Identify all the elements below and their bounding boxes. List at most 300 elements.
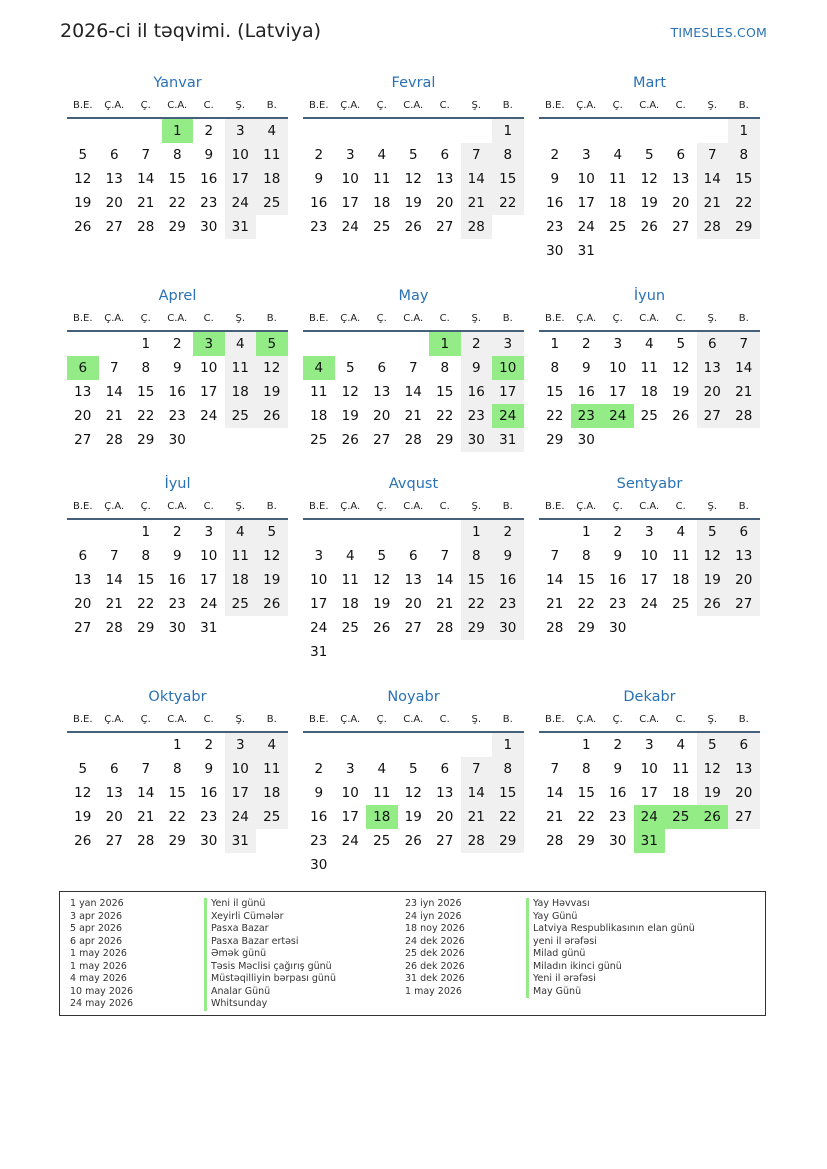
day-cell: 17 bbox=[577, 195, 595, 211]
day-cell: 27 bbox=[105, 833, 123, 849]
day-cell: 12 bbox=[404, 785, 422, 801]
empty-cell bbox=[99, 332, 131, 356]
day-cell: 10 bbox=[200, 548, 218, 564]
day-cell: 5 bbox=[697, 733, 729, 757]
month-may bbox=[303, 285, 524, 452]
day-cell: 14 bbox=[105, 384, 123, 400]
day-cell: 7 bbox=[109, 360, 119, 376]
weekday-label: B. bbox=[738, 100, 749, 111]
day-cell: 20 bbox=[697, 380, 729, 404]
day-cell: 29 bbox=[168, 219, 186, 235]
day-cell: 25 bbox=[225, 404, 257, 428]
day-cell: 9 bbox=[314, 785, 324, 801]
weekday-label: B. bbox=[266, 501, 277, 512]
day-cell: 13 bbox=[436, 785, 454, 801]
day-cell: 27 bbox=[74, 620, 92, 636]
day-cell: 9 bbox=[204, 761, 214, 777]
day-cell: 27 bbox=[436, 833, 454, 849]
weekday-label: C. bbox=[203, 714, 214, 725]
day-grid bbox=[539, 119, 760, 263]
day-cell: 7 bbox=[109, 548, 119, 564]
month-name: Noyabr bbox=[387, 689, 440, 705]
day-cell: 23 bbox=[200, 809, 218, 825]
day-cell: 21 bbox=[105, 408, 123, 424]
weekday-label: Ç.A. bbox=[576, 501, 597, 512]
day-cell: 6 bbox=[408, 548, 418, 564]
empty-cell bbox=[366, 520, 398, 544]
day-cell: 8 bbox=[581, 548, 591, 564]
day-cell: 14 bbox=[546, 572, 564, 588]
holiday-day: 4 bbox=[303, 356, 335, 380]
weekday-label: Ş. bbox=[235, 100, 246, 111]
day-cell: 16 bbox=[492, 568, 524, 592]
holiday-date: 4 may 2026 bbox=[70, 973, 127, 984]
month-sentyabr bbox=[539, 473, 760, 640]
month-mart bbox=[539, 72, 760, 263]
day-cell: 18 bbox=[373, 195, 391, 211]
day-cell: 21 bbox=[546, 809, 564, 825]
day-grid bbox=[303, 119, 524, 239]
day-cell: 23 bbox=[609, 809, 627, 825]
day-cell: 3 bbox=[613, 336, 623, 352]
holiday-day: 5 bbox=[256, 332, 288, 356]
day-cell: 26 bbox=[341, 432, 359, 448]
empty-cell bbox=[303, 332, 335, 356]
holiday-date: 23 iyn 2026 bbox=[405, 898, 462, 909]
empty-cell bbox=[366, 332, 398, 356]
day-cell: 16 bbox=[168, 384, 186, 400]
day-cell: 11 bbox=[672, 548, 690, 564]
holiday-name: Əmək günü bbox=[204, 948, 336, 961]
holiday-date: 5 apr 2026 bbox=[70, 923, 123, 934]
weekday-label: B. bbox=[502, 313, 513, 324]
holiday-date: 31 dek 2026 bbox=[405, 973, 465, 984]
day-cell: 25 bbox=[256, 191, 288, 215]
day-cell: 2 bbox=[492, 520, 524, 544]
month-oktyabr bbox=[67, 686, 288, 853]
day-cell: 10 bbox=[341, 171, 359, 187]
day-cell: 20 bbox=[105, 195, 123, 211]
day-cell: 10 bbox=[640, 548, 658, 564]
empty-cell bbox=[398, 119, 430, 143]
day-cell: 25 bbox=[373, 833, 391, 849]
day-cell: 13 bbox=[404, 572, 422, 588]
day-cell: 30 bbox=[609, 833, 627, 849]
day-cell: 18 bbox=[640, 384, 658, 400]
day-cell: 30 bbox=[546, 243, 564, 259]
day-cell: 3 bbox=[345, 761, 355, 777]
empty-cell bbox=[130, 733, 162, 757]
day-cell: 5 bbox=[408, 147, 418, 163]
day-cell: 14 bbox=[404, 384, 422, 400]
day-cell: 6 bbox=[728, 520, 760, 544]
empty-cell bbox=[67, 733, 99, 757]
day-cell: 20 bbox=[373, 408, 391, 424]
day-cell: 20 bbox=[74, 596, 92, 612]
day-cell: 15 bbox=[492, 781, 524, 805]
holiday-date: 1 yan 2026 bbox=[70, 898, 124, 909]
day-cell: 26 bbox=[404, 833, 422, 849]
day-cell: 4 bbox=[613, 147, 623, 163]
day-cell: 18 bbox=[672, 572, 690, 588]
weekday-label: C. bbox=[203, 313, 214, 324]
holiday-name: Pasxa Bazar ertəsi bbox=[204, 936, 336, 949]
holiday-date: 24 dek 2026 bbox=[405, 935, 465, 947]
day-cell: 30 bbox=[577, 432, 595, 448]
day-cell: 31 bbox=[492, 428, 524, 452]
weekday-header bbox=[67, 94, 288, 119]
day-cell: 9 bbox=[613, 548, 623, 564]
empty-cell bbox=[335, 332, 367, 356]
empty-cell bbox=[335, 733, 367, 757]
day-cell: 25 bbox=[225, 592, 257, 616]
day-cell: 10 bbox=[225, 757, 257, 781]
day-cell: 7 bbox=[141, 761, 151, 777]
day-cell: 18 bbox=[341, 596, 359, 612]
day-cell: 27 bbox=[697, 404, 729, 428]
month-i̇yun bbox=[539, 285, 760, 452]
weekday-label: C.A. bbox=[403, 714, 424, 725]
weekday-label: Ç. bbox=[376, 313, 387, 324]
day-cell: 16 bbox=[200, 171, 218, 187]
day-cell: 23 bbox=[310, 833, 328, 849]
empty-cell bbox=[99, 520, 131, 544]
day-cell: 13 bbox=[105, 171, 123, 187]
day-cell: 17 bbox=[640, 572, 658, 588]
day-cell: 31 bbox=[225, 829, 257, 853]
day-cell: 25 bbox=[256, 805, 288, 829]
weekday-label: Ç. bbox=[376, 100, 387, 111]
day-cell: 14 bbox=[697, 167, 729, 191]
day-cell: 8 bbox=[141, 360, 151, 376]
day-cell: 13 bbox=[105, 785, 123, 801]
weekday-header bbox=[303, 708, 524, 733]
day-cell: 3 bbox=[492, 332, 524, 356]
day-cell: 24 bbox=[225, 191, 257, 215]
day-cell: 20 bbox=[74, 408, 92, 424]
weekday-label: Ç. bbox=[612, 313, 623, 324]
day-cell: 1 bbox=[728, 119, 760, 143]
day-cell: 2 bbox=[204, 123, 214, 139]
day-cell: 8 bbox=[172, 761, 182, 777]
day-cell: 24 bbox=[225, 805, 257, 829]
holiday-day: 1 bbox=[429, 332, 461, 356]
day-cell: 17 bbox=[310, 596, 328, 612]
day-cell: 2 bbox=[613, 737, 623, 753]
day-cell: 22 bbox=[577, 809, 595, 825]
day-cell: 24 bbox=[200, 408, 218, 424]
day-cell: 10 bbox=[577, 171, 595, 187]
day-cell: 9 bbox=[314, 171, 324, 187]
day-cell: 20 bbox=[436, 195, 454, 211]
weekday-label: C.A. bbox=[167, 100, 188, 111]
holiday-day: 1 bbox=[162, 119, 194, 143]
day-cell: 9 bbox=[172, 548, 182, 564]
day-cell: 8 bbox=[440, 360, 450, 376]
weekday-label: C. bbox=[203, 100, 214, 111]
holiday-name: Yeni il günü bbox=[204, 898, 336, 911]
day-cell: 9 bbox=[550, 171, 560, 187]
holiday-name: Analar Günü bbox=[204, 986, 336, 999]
month-dekabr bbox=[539, 686, 760, 853]
holiday-day: 24 bbox=[602, 404, 634, 428]
day-cell: 31 bbox=[577, 243, 595, 259]
holiday-name: Pasxa Bazar bbox=[204, 923, 336, 936]
day-cell: 4 bbox=[225, 332, 257, 356]
day-cell: 16 bbox=[310, 195, 328, 211]
day-cell: 3 bbox=[345, 147, 355, 163]
weekday-label: C. bbox=[675, 100, 686, 111]
day-cell: 23 bbox=[168, 596, 186, 612]
day-cell: 8 bbox=[141, 548, 151, 564]
weekday-header bbox=[303, 307, 524, 332]
day-cell: 27 bbox=[74, 432, 92, 448]
day-cell: 11 bbox=[225, 544, 257, 568]
day-cell: 30 bbox=[200, 219, 218, 235]
weekday-label: C.A. bbox=[403, 100, 424, 111]
empty-cell bbox=[634, 119, 666, 143]
day-cell: 24 bbox=[341, 219, 359, 235]
day-cell: 19 bbox=[74, 195, 92, 211]
day-cell: 1 bbox=[550, 336, 560, 352]
day-cell: 28 bbox=[461, 829, 493, 853]
day-cell: 27 bbox=[728, 592, 760, 616]
day-grid bbox=[67, 119, 288, 239]
day-grid bbox=[539, 332, 760, 452]
day-grid bbox=[67, 332, 288, 452]
weekday-header bbox=[539, 495, 760, 520]
weekday-label: Ç.A. bbox=[340, 714, 361, 725]
brand-link[interactable]: TIMESLES.COM bbox=[670, 25, 767, 40]
weekday-label: Ş. bbox=[707, 100, 718, 111]
day-cell: 25 bbox=[672, 596, 690, 612]
day-cell: 16 bbox=[168, 572, 186, 588]
day-cell: 14 bbox=[728, 356, 760, 380]
month-aprel bbox=[67, 285, 288, 452]
day-cell: 13 bbox=[672, 171, 690, 187]
month-name: Fevral bbox=[391, 75, 436, 91]
day-cell: 27 bbox=[728, 805, 760, 829]
empty-cell bbox=[461, 733, 493, 757]
weekday-label: B.E. bbox=[72, 100, 93, 111]
empty-cell bbox=[303, 119, 335, 143]
day-cell: 31 bbox=[225, 215, 257, 239]
day-cell: 24 bbox=[577, 219, 595, 235]
day-grid bbox=[303, 733, 524, 877]
weekday-label: C. bbox=[439, 714, 450, 725]
month-fevral bbox=[303, 72, 524, 239]
weekday-label: C. bbox=[675, 313, 686, 324]
day-cell: 21 bbox=[137, 195, 155, 211]
day-cell: 28 bbox=[697, 215, 729, 239]
empty-cell bbox=[303, 520, 335, 544]
weekday-label: C. bbox=[439, 100, 450, 111]
day-cell: 17 bbox=[225, 781, 257, 805]
day-cell: 10 bbox=[341, 785, 359, 801]
day-cell: 14 bbox=[546, 785, 564, 801]
day-cell: 6 bbox=[109, 147, 119, 163]
weekday-header bbox=[303, 94, 524, 119]
holiday-day: 24 bbox=[492, 404, 524, 428]
weekday-label: B.E. bbox=[72, 313, 93, 324]
empty-cell bbox=[461, 119, 493, 143]
day-cell: 20 bbox=[436, 809, 454, 825]
weekday-label: Ç. bbox=[376, 501, 387, 512]
month-name: Sentyabr bbox=[616, 476, 683, 492]
day-cell: 1 bbox=[461, 520, 493, 544]
day-cell: 11 bbox=[609, 171, 627, 187]
day-cell: 12 bbox=[74, 171, 92, 187]
day-cell: 18 bbox=[672, 785, 690, 801]
day-cell: 15 bbox=[577, 785, 595, 801]
day-cell: 15 bbox=[461, 568, 493, 592]
day-cell: 30 bbox=[168, 620, 186, 636]
day-cell: 9 bbox=[492, 544, 524, 568]
weekday-label: Ş. bbox=[471, 100, 482, 111]
month-name: Mart bbox=[632, 75, 667, 91]
day-cell: 14 bbox=[137, 171, 155, 187]
day-cell: 15 bbox=[168, 785, 186, 801]
weekday-label: C. bbox=[439, 313, 450, 324]
holiday-date: 24 iyn 2026 bbox=[405, 910, 462, 922]
day-cell: 22 bbox=[546, 408, 564, 424]
day-cell: 9 bbox=[172, 360, 182, 376]
holiday-date: 18 noy 2026 bbox=[405, 923, 465, 934]
day-cell: 17 bbox=[609, 384, 627, 400]
weekday-label: Ç.A. bbox=[104, 100, 125, 111]
weekday-label: B.E. bbox=[308, 313, 329, 324]
day-cell: 26 bbox=[697, 592, 729, 616]
day-cell: 1 bbox=[581, 737, 591, 753]
day-cell: 1 bbox=[172, 737, 182, 753]
day-cell: 21 bbox=[546, 596, 564, 612]
holiday-day: 26 bbox=[697, 805, 729, 829]
day-cell: 28 bbox=[105, 432, 123, 448]
empty-cell bbox=[539, 733, 571, 757]
weekday-label: B.E. bbox=[544, 100, 565, 111]
day-cell: 4 bbox=[377, 761, 387, 777]
day-cell: 30 bbox=[310, 857, 328, 873]
day-cell: 14 bbox=[461, 167, 493, 191]
day-cell: 4 bbox=[377, 147, 387, 163]
weekday-label: C.A. bbox=[403, 313, 424, 324]
day-cell: 13 bbox=[373, 384, 391, 400]
day-cell: 3 bbox=[225, 119, 257, 143]
day-cell: 29 bbox=[137, 620, 155, 636]
day-cell: 15 bbox=[577, 572, 595, 588]
day-cell: 23 bbox=[461, 404, 493, 428]
day-cell: 5 bbox=[644, 147, 654, 163]
weekday-label: Ş. bbox=[707, 501, 718, 512]
empty-cell bbox=[429, 520, 461, 544]
day-cell: 1 bbox=[492, 119, 524, 143]
day-cell: 4 bbox=[676, 524, 686, 540]
holiday-name: May Günü bbox=[526, 986, 695, 999]
empty-cell bbox=[398, 733, 430, 757]
day-cell: 17 bbox=[341, 195, 359, 211]
day-cell: 19 bbox=[256, 380, 288, 404]
day-cell: 29 bbox=[577, 620, 595, 636]
day-cell: 8 bbox=[461, 544, 493, 568]
day-cell: 19 bbox=[404, 195, 422, 211]
day-cell: 3 bbox=[225, 733, 257, 757]
day-cell: 28 bbox=[137, 833, 155, 849]
day-cell: 18 bbox=[609, 195, 627, 211]
day-grid bbox=[67, 520, 288, 640]
holiday-name: Yay Günü bbox=[526, 911, 695, 924]
weekday-label: B. bbox=[738, 714, 749, 725]
day-cell: 18 bbox=[256, 167, 288, 191]
day-cell: 29 bbox=[137, 432, 155, 448]
day-cell: 7 bbox=[461, 143, 493, 167]
day-cell: 19 bbox=[341, 408, 359, 424]
day-cell: 3 bbox=[314, 548, 324, 564]
holiday-day: 25 bbox=[665, 805, 697, 829]
day-cell: 6 bbox=[377, 360, 387, 376]
day-cell: 7 bbox=[461, 757, 493, 781]
day-cell: 9 bbox=[461, 356, 493, 380]
weekday-label: C. bbox=[203, 501, 214, 512]
day-cell: 22 bbox=[577, 596, 595, 612]
day-cell: 24 bbox=[310, 620, 328, 636]
day-cell: 6 bbox=[676, 147, 686, 163]
empty-cell bbox=[398, 520, 430, 544]
day-cell: 7 bbox=[550, 548, 560, 564]
empty-cell bbox=[665, 119, 697, 143]
weekday-label: B. bbox=[738, 501, 749, 512]
day-cell: 26 bbox=[256, 592, 288, 616]
day-cell: 26 bbox=[404, 219, 422, 235]
weekday-label: Ş. bbox=[471, 313, 482, 324]
day-cell: 6 bbox=[728, 733, 760, 757]
day-cell: 5 bbox=[78, 761, 88, 777]
weekday-header bbox=[303, 495, 524, 520]
day-cell: 12 bbox=[672, 360, 690, 376]
empty-cell bbox=[571, 119, 603, 143]
day-cell: 17 bbox=[492, 380, 524, 404]
weekday-header bbox=[539, 708, 760, 733]
day-cell: 5 bbox=[697, 520, 729, 544]
day-cell: 22 bbox=[728, 191, 760, 215]
holiday-name: Latviya Respublikasının elan günü bbox=[526, 923, 695, 936]
weekday-label: Ç.A. bbox=[104, 501, 125, 512]
holiday-date: 26 dek 2026 bbox=[405, 960, 465, 972]
day-cell: 28 bbox=[546, 833, 564, 849]
weekday-label: Ç. bbox=[612, 100, 623, 111]
weekday-label: Ş. bbox=[235, 714, 246, 725]
day-cell: 3 bbox=[644, 737, 654, 753]
day-cell: 12 bbox=[256, 544, 288, 568]
day-cell: 13 bbox=[728, 544, 760, 568]
day-cell: 12 bbox=[640, 171, 658, 187]
weekday-label: B.E. bbox=[72, 714, 93, 725]
weekday-label: B.E. bbox=[72, 501, 93, 512]
day-cell: 29 bbox=[577, 833, 595, 849]
weekday-label: C. bbox=[675, 714, 686, 725]
day-cell: 29 bbox=[461, 616, 493, 640]
day-cell: 22 bbox=[436, 408, 454, 424]
day-grid bbox=[303, 332, 524, 452]
day-cell: 19 bbox=[256, 568, 288, 592]
day-cell: 21 bbox=[137, 809, 155, 825]
empty-cell bbox=[130, 119, 162, 143]
day-cell: 28 bbox=[404, 432, 422, 448]
holiday-name: Yay Həvvası bbox=[526, 898, 695, 911]
day-cell: 23 bbox=[168, 408, 186, 424]
month-name: Avqust bbox=[388, 476, 439, 492]
day-cell: 11 bbox=[373, 785, 391, 801]
day-cell: 19 bbox=[697, 781, 729, 805]
